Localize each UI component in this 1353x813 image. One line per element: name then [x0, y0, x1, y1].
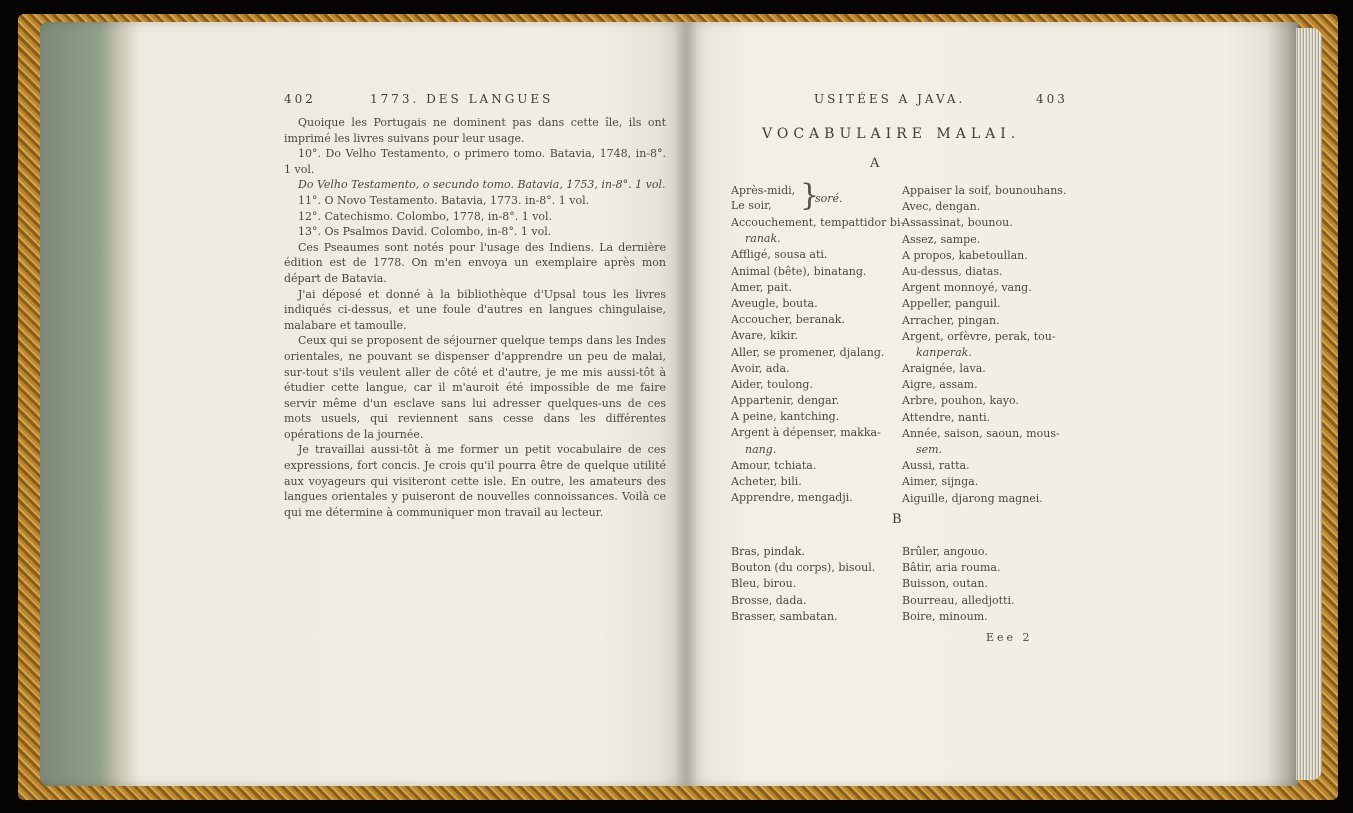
entry: Aussi, ratta.: [902, 459, 970, 473]
signature-mark: Eee 2: [986, 631, 1033, 644]
brace-word: soré.: [815, 192, 843, 205]
brace-glyph: }: [800, 178, 820, 213]
paragraph: Ceux qui se proposent de séjourner quelque temps dans les Indes orientales, ne pouvant se dispenser d'apprendre un peu de malai, sur-tout s'ils veulent aller de côté et d'autre, je me mis aussi-tôt à étudier cette langue, car il m'auroit été impossible de me faire servir même d'un esclave sans lui adresser quelques-uns de ces mots usuels, qui reviennent sans cesse dans les différentes opérations de la journée.: [284, 334, 666, 441]
entry: Argent à dépenser, makka-: [731, 426, 881, 440]
vocabulary-b-right: [902, 544, 1015, 625]
paragraph: 12°. Catechismo. Colombo, 1778, in-8°. 1 vol.: [298, 209, 553, 223]
entry: Aller, se promener, djalang.: [731, 345, 885, 359]
entry: Acheter, bili.: [731, 475, 802, 488]
entry: kanperak.: [916, 345, 972, 359]
paragraph: Je travaillai aussi-tôt à me former un petit vocabulaire de ces expressions, fort concis. Je crois qu'il pourra être de quelque utilité aux voyageurs qui visiteront cette isle. En outre, les amateurs des langues orientales y puiseront de nouvelles connoissances. Voilà ce qui me détermine à communiquer mon travail au lecteur.: [284, 443, 666, 519]
entry: Avare, kikir.: [731, 329, 798, 343]
entry: Brasser, sambatan.: [731, 609, 838, 623]
entry: Avoir, ada.: [731, 361, 790, 375]
brace-entry-1: Après-midi,: [731, 184, 796, 197]
entry: A peine, kantching.: [731, 410, 840, 424]
entry: Accoucher, beranak.: [731, 313, 845, 327]
entry: Amer, pait.: [731, 280, 792, 294]
paragraph: Quoique les Portugais ne dominent pas dans cette île, ils ont imprimé les livres suivans pour leur usage.: [284, 116, 666, 145]
right-page-number: 403: [1036, 92, 1068, 106]
entry: Bras, pindak.: [731, 545, 805, 558]
entry: Buisson, outan.: [902, 577, 988, 591]
vocabulary-title: VOCABULAIRE MALAI.: [762, 126, 1021, 142]
entry: Araignée, lava.: [902, 362, 986, 376]
left-running-head: 1773. DES LANGUES: [370, 92, 554, 106]
entry: ranak.: [745, 232, 781, 246]
entry: Appeller, panguil.: [902, 297, 1001, 311]
entry: Amour, tchiata.: [731, 458, 817, 472]
entry: Aigre, assam.: [902, 378, 978, 392]
entry: A propos, kabetoullan.: [902, 248, 1028, 262]
entry: sem.: [916, 443, 943, 456]
paragraph: 13°. Os Psalmos David. Colombo, in-8°. 1 vol.: [298, 225, 552, 239]
right-running-head: USITÉES A JAVA.: [814, 92, 966, 106]
entry: Au-dessus, diatas.: [902, 264, 1003, 278]
entry: Brosse, dada.: [731, 593, 807, 607]
paragraph: Do Velho Testamento, o secundo tomo. Batavia, 1753, in-8°. 1 vol.: [298, 178, 666, 192]
entry: Appartenir, dengar.: [731, 394, 840, 408]
entry: Avec, dengan.: [902, 200, 981, 214]
entry: Assassinat, bounou.: [902, 216, 1013, 230]
entry: Bouton (du corps), bisoul.: [731, 561, 876, 575]
vocabulary-a-right: [902, 183, 1066, 507]
entry: Aiguille, djarong magnei.: [902, 491, 1043, 505]
vocabulary-a-left: [731, 215, 904, 506]
paragraph: Ces Pseaumes sont notés pour l'usage des Indiens. La dernière édition est de 1778. On m'en envoya un exemplaire après mon départ de Batavia.: [284, 240, 666, 285]
section-heading-a: A: [870, 156, 880, 171]
entry: Brûler, angouo.: [902, 545, 988, 558]
entry: Année, saison, saoun, mous-: [902, 426, 1060, 440]
entry: Aider, toulong.: [731, 377, 813, 391]
left-text-column: [284, 115, 666, 520]
section-heading-b: B: [892, 512, 902, 527]
left-page-number: 402: [284, 92, 316, 106]
paragraph: 11°. O Novo Testamento. Batavia, 1773. in-8°. 1 vol.: [298, 193, 590, 207]
vocabulary-b-left: [731, 544, 875, 625]
entry: Boire, minoum.: [902, 609, 988, 623]
paragraph: J'ai déposé et donné à la bibliothèque d'Upsal tous les livres indiqués ci-dessus, et une foule d'autres en langues chingulaise, malabare et tamoulle.: [284, 287, 666, 332]
page-edges: [1296, 28, 1322, 780]
brace-entry-2: Le soir,: [731, 199, 772, 212]
entry: Bourreau, alledjotti.: [902, 593, 1015, 607]
entry: Attendre, nanti.: [902, 410, 991, 424]
entry: Assez, sampe.: [902, 232, 981, 246]
entry: Aimer, sijnga.: [902, 475, 979, 489]
entry: Animal (bête), binatang.: [731, 264, 867, 278]
entry: Aveugle, bouta.: [731, 296, 818, 310]
paragraph: 10°. Do Velho Testamento, o primero tomo. Batavia, 1748, in-8°. 1 vol.: [284, 147, 666, 176]
entry: Apprendre, mengadji.: [731, 491, 853, 505]
entry: Affligé, sousa ati.: [731, 248, 828, 262]
entry: Arbre, pouhon, kayo.: [902, 394, 1019, 408]
entry: Argent monnoyé, vang.: [902, 281, 1032, 295]
entry: Accouchement, tempattidor bi-: [731, 216, 905, 229]
entry: Argent, orfèvre, perak, tou-: [902, 329, 1056, 343]
entry: Appaiser la soif, bounouhans.: [902, 184, 1067, 197]
entry: Arracher, pingan.: [902, 313, 1000, 327]
entry: Bâtir, aria rouma.: [902, 561, 1001, 575]
entry: nang.: [745, 442, 777, 456]
entry: Bleu, birou.: [731, 577, 797, 591]
